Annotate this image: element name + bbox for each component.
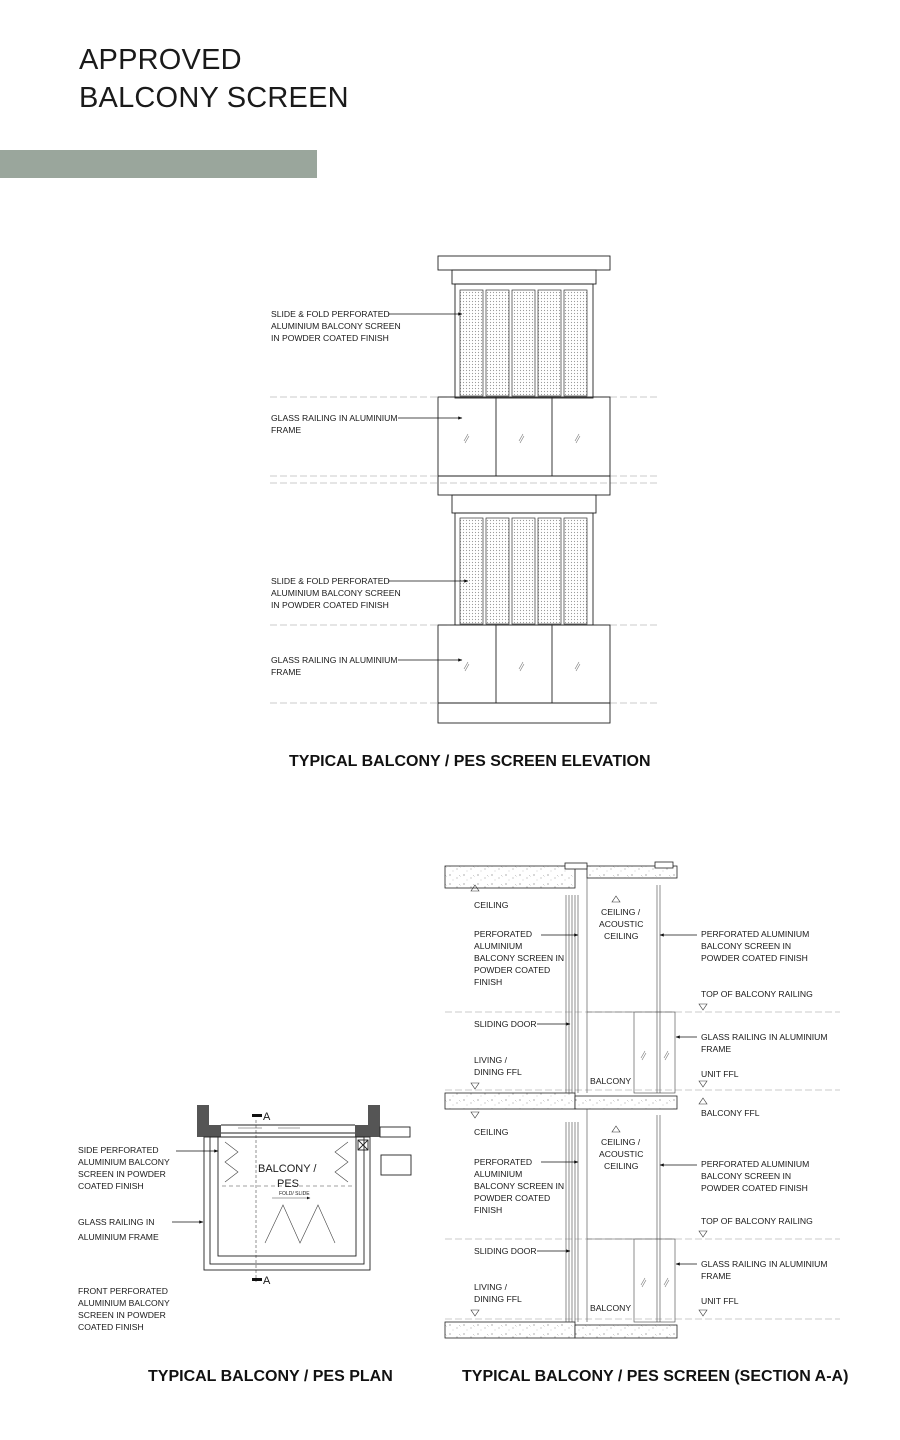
svg-text:GLASS RAILING IN ALUMINIUM: GLASS RAILING IN ALUMINIUM xyxy=(271,413,398,423)
svg-text:COATED FINISH: COATED FINISH xyxy=(78,1181,144,1191)
svg-text:CEILING: CEILING xyxy=(604,1161,639,1171)
label-railing-upper xyxy=(271,413,398,435)
plan-room-label-1: BALCONY / xyxy=(258,1163,317,1175)
sec-lower-screen-left xyxy=(474,1157,564,1215)
svg-text:FINISH: FINISH xyxy=(474,977,503,987)
svg-text:DINING FFL: DINING FFL xyxy=(474,1067,522,1077)
sec-upper-balcony-ffl: BALCONY FFL xyxy=(701,1108,760,1118)
svg-text:POWDER COATED FINISH: POWDER COATED FINISH xyxy=(701,953,808,963)
svg-text:GLASS RAILING IN ALUMINIUM: GLASS RAILING IN ALUMINIUM xyxy=(701,1032,828,1042)
section-marker-top: A xyxy=(263,1111,271,1123)
svg-text:FINISH: FINISH xyxy=(474,1205,503,1215)
svg-text:PERFORATED ALUMINIUM: PERFORATED ALUMINIUM xyxy=(701,1159,810,1169)
svg-text:ALUMINIUM BALCONY: ALUMINIUM BALCONY xyxy=(78,1298,170,1308)
svg-text:ALUMINIUM BALCONY SCREEN: ALUMINIUM BALCONY SCREEN xyxy=(271,588,401,598)
svg-text:BALCONY SCREEN IN: BALCONY SCREEN IN xyxy=(474,953,565,963)
svg-text:ALUMINIUM BALCONY: ALUMINIUM BALCONY xyxy=(78,1157,170,1167)
svg-text:GLASS RAILING IN: GLASS RAILING IN xyxy=(78,1217,155,1227)
page-title-line-2: BALCONY SCREEN xyxy=(79,82,349,114)
svg-text:BALCONY SCREEN IN: BALCONY SCREEN IN xyxy=(701,1171,792,1181)
label-plan-front-screen xyxy=(78,1286,170,1332)
svg-text:CEILING: CEILING xyxy=(604,931,639,941)
svg-text:SCREEN IN POWDER: SCREEN IN POWDER xyxy=(78,1310,166,1320)
svg-text:ALUMINIUM: ALUMINIUM xyxy=(474,1169,523,1179)
svg-text:LIVING /: LIVING / xyxy=(474,1055,507,1065)
svg-text:PERFORATED: PERFORATED xyxy=(474,929,533,939)
plan-fold-slide: FOLD/ SLIDE xyxy=(279,1191,310,1197)
sec-lower-screen-right xyxy=(701,1159,809,1193)
svg-text:LIVING /: LIVING / xyxy=(474,1282,507,1292)
svg-text:COATED FINISH: COATED FINISH xyxy=(78,1322,144,1332)
sec-upper-glass-railing xyxy=(701,1032,828,1054)
plan-caption: TYPICAL BALCONY / PES PLAN xyxy=(148,1368,393,1385)
plan-room-label-2: PES xyxy=(277,1178,300,1190)
svg-text:FRAME: FRAME xyxy=(271,425,302,435)
svg-text:PERFORATED: PERFORATED xyxy=(474,1157,533,1167)
sec-upper-sliding-door: SLIDING DOOR xyxy=(474,1019,537,1029)
label-screen-upper xyxy=(271,309,401,343)
sec-upper-screen-right xyxy=(701,929,809,963)
svg-text:ALUMINIUM FRAME: ALUMINIUM FRAME xyxy=(78,1232,159,1242)
label-railing-lower xyxy=(271,655,398,677)
sec-upper-living-ffl xyxy=(474,1055,522,1077)
sec-upper-screen-left xyxy=(474,929,564,987)
svg-text:SCREEN IN POWDER: SCREEN IN POWDER xyxy=(78,1169,166,1179)
label-plan-glass-railing xyxy=(78,1217,159,1242)
svg-text:CEILING /: CEILING / xyxy=(601,907,641,917)
sec-upper-unit-ffl: UNIT FFL xyxy=(701,1069,739,1079)
sec-lower-ceiling: CEILING xyxy=(474,1127,509,1137)
label-plan-side-screen xyxy=(78,1145,170,1191)
svg-text:FRAME: FRAME xyxy=(271,667,302,677)
sec-upper-balcony: BALCONY xyxy=(590,1076,632,1086)
svg-text:POWDER COATED FINISH: POWDER COATED FINISH xyxy=(701,1183,808,1193)
svg-text:POWDER COATED: POWDER COATED xyxy=(474,1193,551,1203)
svg-text:POWDER COATED: POWDER COATED xyxy=(474,965,551,975)
svg-text:SLIDE & FOLD PERFORATED: SLIDE & FOLD PERFORATED xyxy=(271,309,390,319)
svg-text:ALUMINIUM BALCONY SCREEN: ALUMINIUM BALCONY SCREEN xyxy=(271,321,401,331)
svg-text:GLASS RAILING IN ALUMINIUM: GLASS RAILING IN ALUMINIUM xyxy=(701,1259,828,1269)
label-screen-lower xyxy=(271,576,401,610)
svg-text:GLASS RAILING IN ALUMINIUM: GLASS RAILING IN ALUMINIUM xyxy=(271,655,398,665)
svg-text:BALCONY SCREEN IN: BALCONY SCREEN IN xyxy=(701,941,792,951)
svg-text:BALCONY SCREEN IN: BALCONY SCREEN IN xyxy=(474,1181,565,1191)
svg-text:CEILING /: CEILING / xyxy=(601,1137,641,1147)
sec-lower-living-ffl xyxy=(474,1282,522,1304)
sec-upper-top-railing: TOP OF BALCONY RAILING xyxy=(701,989,813,999)
sec-upper-ceiling-acoustic xyxy=(599,907,643,941)
sec-lower-ceiling-acoustic xyxy=(599,1137,643,1171)
svg-text:FRAME: FRAME xyxy=(701,1044,732,1054)
svg-text:FRAME: FRAME xyxy=(701,1271,732,1281)
section-caption: TYPICAL BALCONY / PES SCREEN (SECTION A-A) xyxy=(462,1368,849,1385)
elevation-caption: TYPICAL BALCONY / PES SCREEN ELEVATION xyxy=(289,753,651,770)
sec-lower-balcony: BALCONY xyxy=(590,1303,632,1313)
svg-text:FRONT PERFORATED: FRONT PERFORATED xyxy=(78,1286,168,1296)
sec-upper-ceiling: CEILING xyxy=(474,900,509,910)
svg-text:PERFORATED ALUMINIUM: PERFORATED ALUMINIUM xyxy=(701,929,810,939)
sec-lower-top-railing: TOP OF BALCONY RAILING xyxy=(701,1216,813,1226)
svg-text:SLIDE & FOLD PERFORATED: SLIDE & FOLD PERFORATED xyxy=(271,576,390,586)
section-marker-bottom: A xyxy=(263,1275,271,1287)
svg-text:ACOUSTIC: ACOUSTIC xyxy=(599,919,644,929)
sec-lower-sliding-door: SLIDING DOOR xyxy=(474,1246,537,1256)
svg-text:DINING FFL: DINING FFL xyxy=(474,1294,522,1304)
svg-text:ALUMINIUM: ALUMINIUM xyxy=(474,941,523,951)
svg-text:SIDE PERFORATED: SIDE PERFORATED xyxy=(78,1145,159,1155)
svg-text:ACOUSTIC: ACOUSTIC xyxy=(599,1149,644,1159)
sec-lower-glass-railing xyxy=(701,1259,828,1281)
svg-text:IN POWDER COATED FINISH: IN POWDER COATED FINISH xyxy=(271,600,389,610)
sec-lower-unit-ffl: UNIT FFL xyxy=(701,1296,739,1306)
page-title-line-1: APPROVED xyxy=(79,44,242,76)
svg-text:IN POWDER COATED FINISH: IN POWDER COATED FINISH xyxy=(271,333,389,343)
